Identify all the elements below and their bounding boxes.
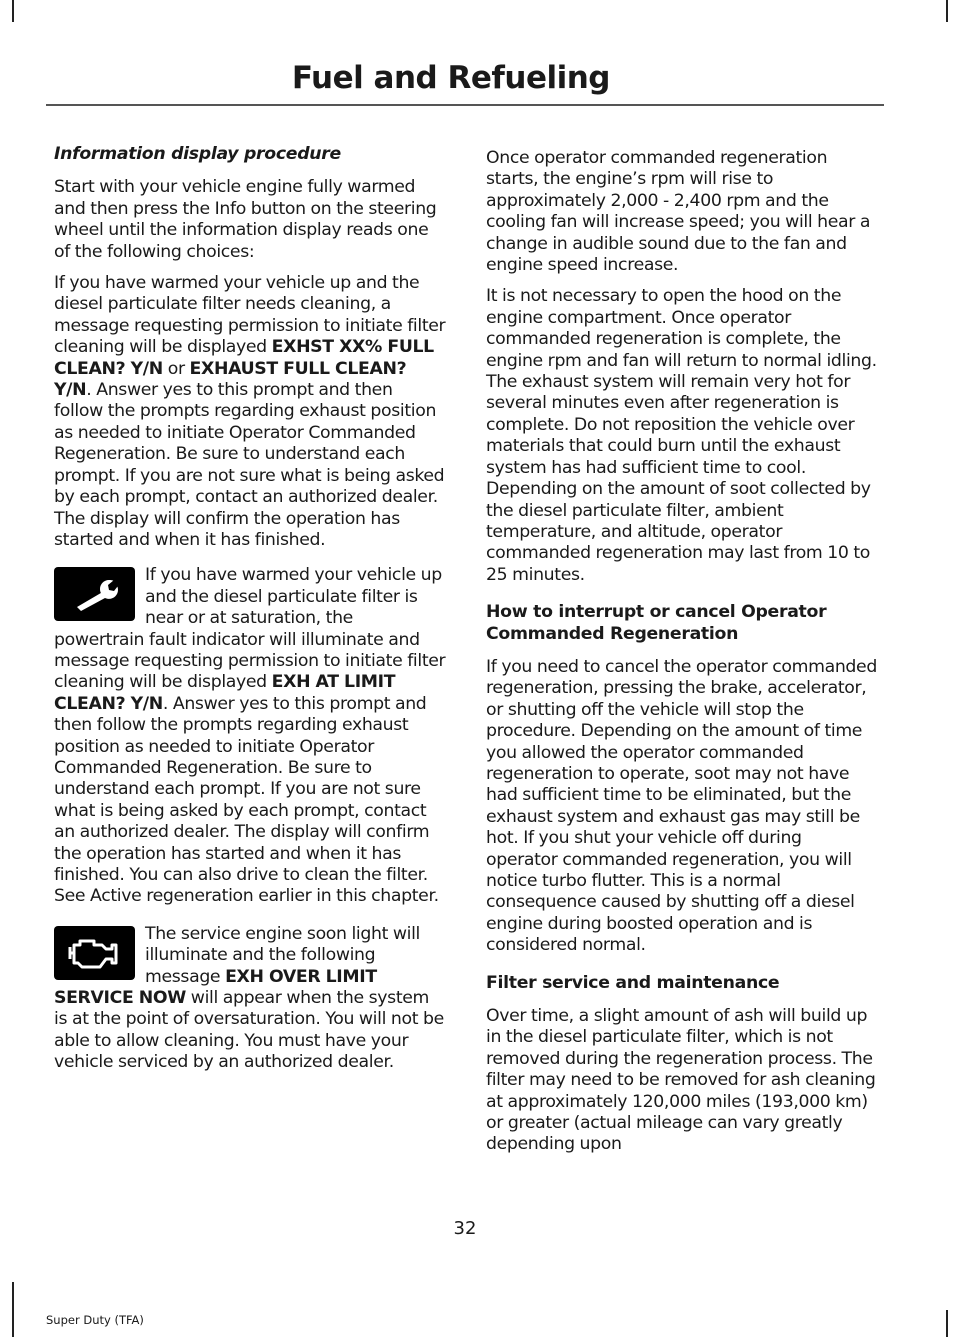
left-column: [54, 144, 446, 1084]
crop-mark-top-left: [12, 0, 14, 22]
paragraph-saturation: [54, 565, 446, 908]
display-message: EXH OVER LIMIT SERVICE NOW: [54, 966, 377, 1009]
check-engine-icon: [54, 926, 135, 980]
text: If you have warmed your vehicle up and the diesel particulate filter needs cleaning, a message requesting permission to initiate filter cleaning will be displayed: [54, 273, 446, 358]
display-message: EXH AT LIMIT CLEAN? Y/N: [54, 672, 396, 714]
text: will appear when the system is at the point of oversaturation. You will not be able to allow cleaning. You must have your vehicle serviced by an authorized dealer.: [54, 988, 444, 1073]
paragraph-ash-buildup: Over time, a slight amount of ash will build up in the diesel particulate filter, which is not removed during the regeneration process. The filter may need to be removed for ash cleaning at approximately 120,000 miles (193,000 km) or greater (actual mileage can vary greatly depending upon: [486, 1006, 876, 1155]
footer-model: Super Duty (TFA): [46, 1313, 144, 1327]
section-heading-interrupt: How to interrupt or cancel Operator Commanded Regeneration: [486, 602, 827, 644]
wrench-icon: [54, 567, 135, 621]
display-message: EXHST XX% FULL CLEAN? Y/N: [54, 337, 434, 379]
paragraph-start-engine: Start with your vehicle engine fully warmed and then press the Info button on the steering wheel until the information display reads one of the following choices:: [54, 177, 437, 262]
header-rule: [46, 104, 884, 106]
crop-mark-top-right: [946, 0, 948, 22]
crop-mark-bottom-right: [946, 1310, 948, 1337]
paragraph-regeneration-starts: Once operator commanded regeneration starts, the engine’s rpm will rise to approximately 2,000 - 2,400 rpm and the cooling fan will increase speed; you will hear a change in audible sound due to the fan and engine speed increase.: [486, 148, 871, 276]
paragraph-warmed-vehicle: [54, 273, 446, 551]
text: or: [162, 358, 190, 379]
paragraph-oversaturation: [54, 924, 446, 1074]
section-heading-filter-service: Filter service and maintenance: [486, 972, 780, 993]
page-header: [0, 60, 960, 100]
page-title: Fuel and Refueling: [291, 60, 610, 96]
paragraph-hood: It is not necessary to open the hood on the engine compartment. Once operator commanded regeneration is complete, the engine rpm and fan will return to normal idling. The exhaust system will remain very hot for several minutes even after regeneration is complete. Do not reposition the vehicle over materials that could burn until the exhaust system has had sufficient time to cool. Depending on the amount of soot collected by the diesel particulate filter, ambient temperature, and altitude, operator commanded regeneration may last from 10 to 25 minutes.: [486, 286, 877, 585]
right-column: [486, 144, 878, 1166]
text: If you have warmed your vehicle up and the diesel particulate filter is near or at saturation, the powertrain fault indicator will illuminate and message requesting permission to initiate filter cleaning will be displayed: [54, 565, 446, 693]
text: . Answer yes to this prompt and then follow the prompts regarding exhaust position as needed to initiate Operator Commanded Regeneration. Be sure to understand each prompt. If you are not sure what is being asked by each prompt, contact an authorized dealer. The display will confirm the operation has started and when it has finished.: [54, 380, 445, 550]
display-message: EXHAUST FULL CLEAN? Y/N: [54, 358, 407, 401]
crop-mark-bottom-left: [12, 1282, 14, 1337]
text: . Answer yes to this prompt and then follow the prompts regarding exhaust position as needed to initiate Operator Commanded Regeneration. Be sure to understand each prompt. If you are not sure what is being asked by each prompt, contact an authorized dealer. The display will confirm the operation has started and when it has finished. You can also drive to clean the filter. See Active regeneration earlier in this chapter.: [54, 693, 439, 907]
text: The service engine soon light will illuminate and the following message: [145, 923, 420, 987]
page-number: 32: [453, 1218, 477, 1239]
section-heading-information-display: Information display procedure: [54, 144, 341, 164]
paragraph-cancel: If you need to cancel the operator commanded regeneration, pressing the brake, accelerator, or shutting off the vehicle will stop the procedure. Depending on the amount of time you allowed the operator commanded regeneration to operate, soot may not have had sufficient time to be eliminated, but the exhaust system and exhaust gas may still be hot. If you shut your vehicle off during operator commanded regeneration, you will notice turbo flutter. This is a normal consequence caused by shutting off a diesel engine during boosted operation and is considered normal.: [486, 656, 877, 956]
